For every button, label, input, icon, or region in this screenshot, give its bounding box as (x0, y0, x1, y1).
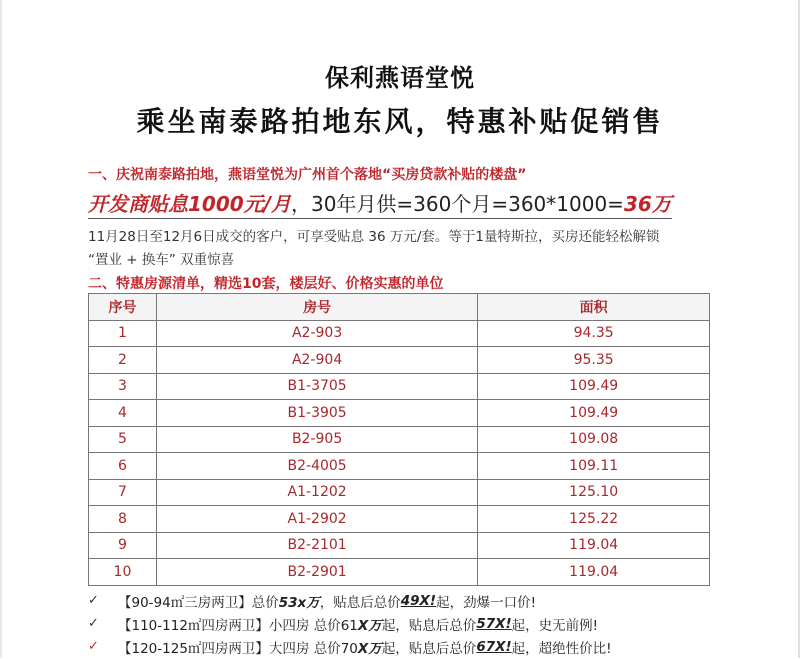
offer-after-price: 49X! (400, 592, 437, 609)
cell-index: 1 (89, 320, 157, 347)
offer-tail: 起，史无前例! (511, 617, 599, 634)
cell-index: 2 (89, 347, 157, 374)
promo-line (88, 188, 672, 219)
section-1-heading: 一、庆祝南泰路拍地，燕语堂悦为广州首个落地“买房贷款补贴的楼盘” (88, 167, 527, 183)
cell-unit: A1-2902 (156, 506, 477, 533)
offer-item (88, 636, 612, 657)
cell-area: 109.49 (478, 373, 710, 400)
page-subtitle: 乘坐南泰路拍地东风，特惠补贴促销售 (136, 105, 664, 138)
table-row (89, 532, 710, 559)
promo-calculation: ，30年月供=360个月=360*1000= (290, 192, 624, 216)
cell-unit: B2-4005 (156, 453, 477, 480)
cell-index: 5 (89, 426, 157, 453)
cell-area: 109.08 (478, 426, 710, 453)
table-row (89, 559, 710, 586)
cell-area: 125.10 (478, 479, 710, 506)
offer-item (88, 590, 612, 611)
table-header-row (89, 294, 710, 321)
check-icon: ✓ (88, 616, 99, 631)
offer-price: X万 (357, 617, 382, 634)
promo-description: 11月28日至12月6日成交的客户，可享受贴息 36 万元/套。等于1量特斯拉，买房还能轻松解锁 (88, 229, 660, 245)
offer-type: 【110-112㎡四房两卫】 (118, 617, 269, 634)
table-row (89, 347, 710, 374)
offer-type: 【90-94㎡三房两卫】 (118, 594, 252, 611)
table-row (89, 479, 710, 506)
cell-area: 119.04 (478, 559, 710, 586)
section-2-heading: 二、特惠房源清单，精选10套，楼层好、价格实惠的单位 (88, 276, 444, 292)
table-row (89, 426, 710, 453)
cell-index: 8 (89, 506, 157, 533)
table-row (89, 400, 710, 427)
offer-item (88, 613, 612, 634)
offer-price: 53x万 (278, 594, 320, 611)
units-table (88, 293, 710, 586)
offer-after-label: 起，贴息后总价 (381, 640, 477, 657)
promo-description-cont: “置业 + 换车” 双重惊喜 (88, 252, 235, 268)
column-header-unit: 房号 (156, 294, 477, 321)
page-edge (0, 0, 2, 658)
offer-after-price: 57X! (476, 615, 512, 632)
offer-after-price: 67X! (476, 638, 512, 655)
offer-list (88, 590, 612, 659)
column-header-index: 序号 (89, 294, 157, 321)
cell-unit: A2-903 (156, 320, 477, 347)
offer-after-label: ，贴息后总价 (319, 594, 401, 611)
cell-area: 94.35 (478, 320, 710, 347)
offer-tail: 起，超绝性价比! (511, 640, 612, 657)
cell-unit: B2-2101 (156, 532, 477, 559)
promo-total: 36万 (623, 192, 672, 216)
cell-unit: A1-1202 (156, 479, 477, 506)
offer-price-label: 小四房 总价61 (268, 617, 358, 634)
page-title: 保利燕语堂悦 (325, 64, 475, 92)
check-icon: ✓ (88, 593, 99, 608)
cell-index: 9 (89, 532, 157, 559)
table-row (89, 453, 710, 480)
cell-unit: B2-2901 (156, 559, 477, 586)
table-row (89, 373, 710, 400)
cell-unit: A2-904 (156, 347, 477, 374)
cell-unit: B2-905 (156, 426, 477, 453)
cell-index: 7 (89, 479, 157, 506)
table-row (89, 320, 710, 347)
cell-area: 109.49 (478, 400, 710, 427)
offer-price-label: 总价 (251, 594, 279, 611)
cell-index: 3 (89, 373, 157, 400)
offer-price-label: 大四房 总价70 (268, 640, 358, 657)
offer-after-label: 起，贴息后总价 (381, 617, 477, 634)
cell-unit: B1-3705 (156, 373, 477, 400)
table-row (89, 506, 710, 533)
promo-highlight: 开发商贴息1000元/月 (88, 192, 291, 216)
cell-area: 119.04 (478, 532, 710, 559)
check-icon: ✓ (88, 639, 99, 654)
cell-index: 10 (89, 559, 157, 586)
cell-area: 95.35 (478, 347, 710, 374)
cell-area: 125.22 (478, 506, 710, 533)
cell-index: 4 (89, 400, 157, 427)
offer-type: 【120-125㎡四房两卫】 (118, 640, 269, 657)
offer-tail: 起，劲爆一口价! (436, 594, 537, 611)
cell-area: 109.11 (478, 453, 710, 480)
cell-unit: B1-3905 (156, 400, 477, 427)
column-header-area: 面积 (478, 294, 710, 321)
cell-index: 6 (89, 453, 157, 480)
offer-price: X万 (357, 640, 382, 657)
